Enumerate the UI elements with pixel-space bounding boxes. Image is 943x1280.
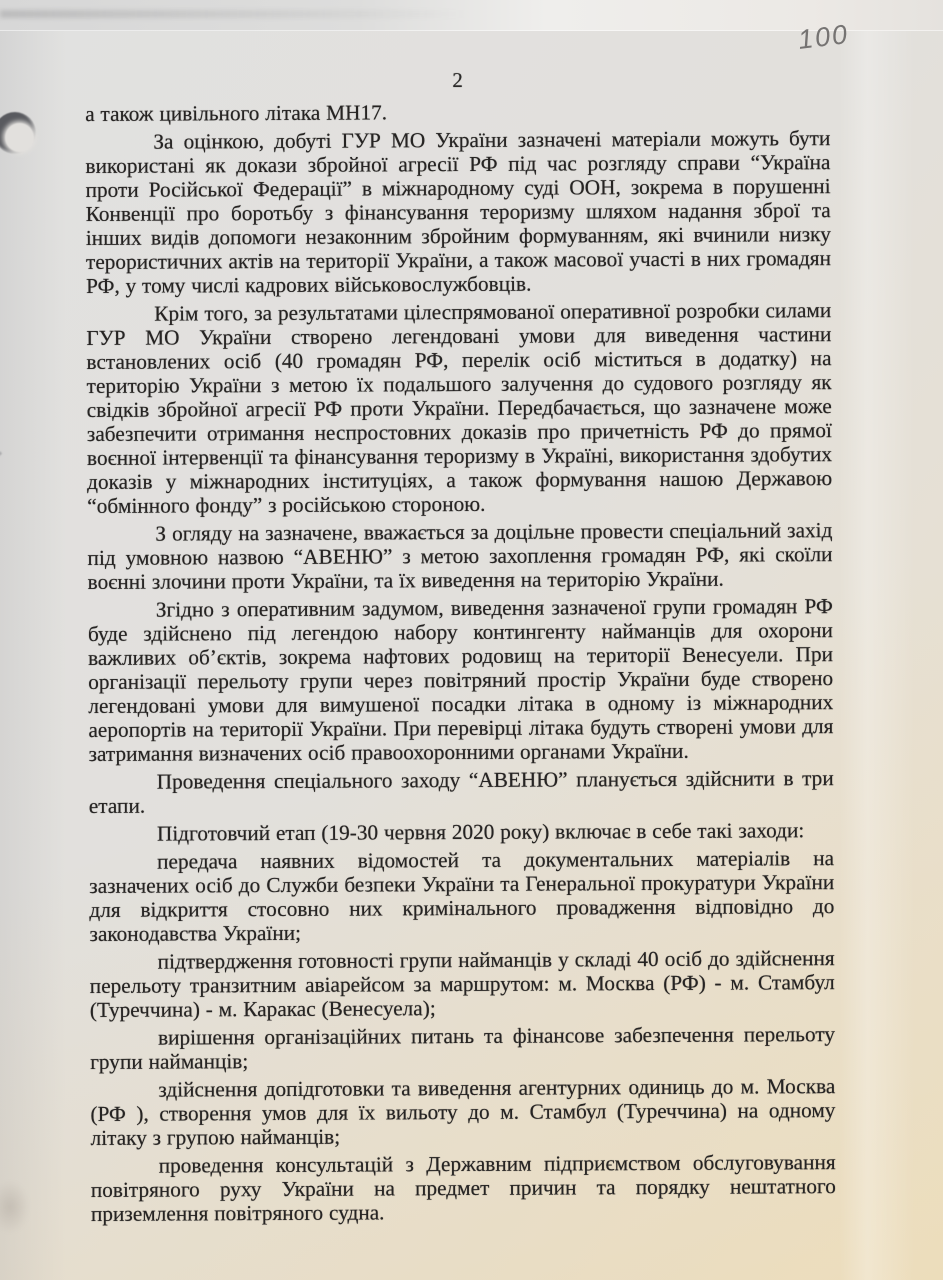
paragraph: Підготовчий етап (19-30 червня 2020 року) включає в себе такі заходи: <box>156 818 805 846</box>
paragraph: З огляду на зазначене, вважається за доцільне провести спеціальний захід під умовною назвою “АВЕНЮ” з метою захоплення громадян РФ, які скоїли воєнні злочини проти України, та їх виведення на територію України. <box>87 518 833 594</box>
paragraph: За оцінкою, добуті ГУР МО України зазначені матеріали можуть бути використані як докази збройної агресії РФ під час розгляду справи “Україна проти Російської Федерації” в міжнародному суді ООН, зокрема в порушенні Конвенції про боротьбу з фінансування тероризму шляхом надання зброї та інших видів допомоги незаконним збройним формуванням, які вчинили низку терористичних актів на території України, а також масової участі в них громадян РФ, у тому числі кадрових військовослужбовців. <box>85 126 832 298</box>
paragraph: Згідно з оперативним задумом, виведення зазначеної групи громадян РФ буде здійснено під легендою набору контингенту найманців для охорони важливих об’єктів, зокрема нафтових родовищ на території Венесуели. При організації перельоту групи через повітряний простір України буде створено легендовані умови для вимушеної посадки літака в одному із міжнародних аеропортів на території України. При перевірці літака будуть створені умови для затримання визначених осіб правоохоронними органами України. <box>87 594 834 766</box>
punch-hole-mark-top <box>0 112 36 154</box>
paragraph: вирішення організаційних питань та фінансове забезпечення перельоту групи найманців; <box>90 1022 836 1074</box>
paragraph: Проведення спеціального заходу “АВЕНЮ” планується здійснити в три етапи. <box>88 766 834 818</box>
punch-hole-mark-middle <box>0 441 51 508</box>
paragraph: здійснення допідготовки та виведення агентурних одиниць до м. Москва (РФ ), створення умов для їх вильоту до м. Стамбул (Туреччина) на одному літаку з групою найманців; <box>90 1074 836 1150</box>
paragraph: передача наявних відомостей та документальних матеріалів на зазначених осіб до Служби безпеки України та Генеральної прокуратури України для відкриття стосовно них кримінального провадження відповідно до законодавства України; <box>89 846 835 946</box>
paragraph: підтвердження готовності групи найманців у складі 40 осіб до здійснення перельоту транзитним авіарейсом за маршрутом: м. Москва (РФ) - м. Стамбул (Туреччина) - м. Каракас (Венесуела); <box>89 946 835 1022</box>
paragraph: а також цивільного літака МН17. <box>85 100 388 126</box>
paragraph: проведення консультацій з Державним підприємством обслуговування повітряного руху України на предмет причин та порядку нештатного приземлення повітряного судна. <box>90 1150 836 1226</box>
document-text-block <box>85 66 836 1230</box>
scan-shadow-artifact <box>0 10 519 18</box>
page-number: 2 <box>452 67 463 93</box>
handwritten-folio-number: 100 <box>796 19 851 56</box>
paper-smudge <box>0 1180 30 1234</box>
paragraph: Крім того, за результатами цілеспрямованої оперативної розробки силами ГУР МО України створено легендовані умови для виведення частини встановлених осіб (40 громадян РФ, перелік осіб міститься в додатку) на територію України з метою їх подальшого залучення до судового розгляду як свідків збройної агресії РФ проти України. Передбачається, що зазначене може забезпечити отримання неспростовних доказів про причетність РФ до прямої воєнної інтервенції та фінансування тероризму в Україні, використання здобутих доказів у міжнародних інституціях, а також формування нашою Державою “обмінного фонду” з російською стороною. <box>86 298 833 518</box>
